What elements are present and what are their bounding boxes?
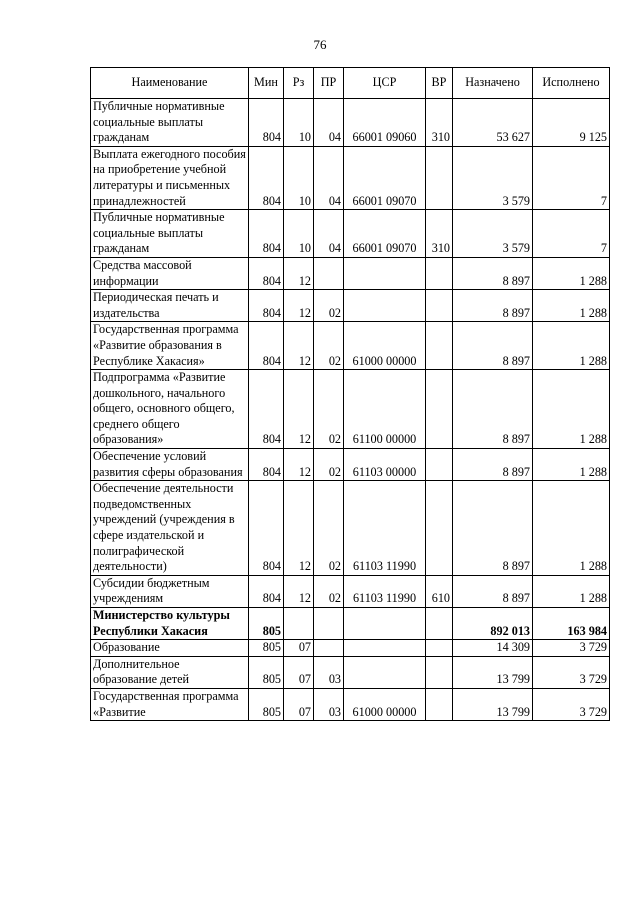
table-row — [91, 370, 610, 449]
cell-min: 805 — [249, 640, 284, 657]
cell-executed: 3 729 — [533, 688, 610, 720]
cell-rz: 10 — [284, 146, 314, 209]
cell-assigned: 8 897 — [453, 370, 533, 449]
cell-vr: 310 — [426, 210, 453, 258]
cell-name: Подпрограмма «Развитие дошкольного, начального общего, основного общего, среднего общего образования» — [91, 370, 249, 449]
cell-rz: 07 — [284, 640, 314, 657]
cell-name: Дополнительное образование детей — [91, 656, 249, 688]
cell-executed: 1 288 — [533, 322, 610, 370]
cell-executed: 7 — [533, 146, 610, 209]
cell-min: 805 — [249, 656, 284, 688]
cell-assigned: 8 897 — [453, 481, 533, 576]
cell-vr — [426, 656, 453, 688]
cell-vr — [426, 370, 453, 449]
cell-vr — [426, 290, 453, 322]
cell-csr: 61103 11990 — [344, 575, 426, 607]
cell-min: 804 — [249, 210, 284, 258]
cell-min: 804 — [249, 99, 284, 147]
cell-csr: 61000 00000 — [344, 688, 426, 720]
cell-assigned: 13 799 — [453, 688, 533, 720]
cell-min: 805 — [249, 688, 284, 720]
cell-csr: 61100 00000 — [344, 370, 426, 449]
cell-name: Обеспечение деятельности подведомственных учреждений (учреждения в сфере издательской и полиграфической деятельности) — [91, 481, 249, 576]
cell-pr: 02 — [314, 449, 344, 481]
cell-vr: 310 — [426, 99, 453, 147]
cell-vr — [426, 146, 453, 209]
cell-min: 804 — [249, 257, 284, 289]
cell-csr: 61000 00000 — [344, 322, 426, 370]
cell-min: 804 — [249, 290, 284, 322]
table-row — [91, 146, 610, 209]
header-name: Наименование — [91, 68, 249, 99]
cell-pr: 04 — [314, 146, 344, 209]
cell-executed: 1 288 — [533, 257, 610, 289]
table-row — [91, 640, 610, 657]
cell-min: 804 — [249, 146, 284, 209]
cell-vr — [426, 688, 453, 720]
cell-vr — [426, 608, 453, 640]
cell-assigned: 8 897 — [453, 449, 533, 481]
cell-rz: 12 — [284, 575, 314, 607]
cell-rz — [284, 608, 314, 640]
table-row — [91, 210, 610, 258]
cell-min: 805 — [249, 608, 284, 640]
cell-vr — [426, 481, 453, 576]
cell-pr: 02 — [314, 290, 344, 322]
cell-pr — [314, 640, 344, 657]
header-min: Мин — [249, 68, 284, 99]
cell-executed: 1 288 — [533, 575, 610, 607]
cell-pr — [314, 608, 344, 640]
cell-min: 804 — [249, 449, 284, 481]
cell-assigned: 14 309 — [453, 640, 533, 657]
cell-csr: 66001 09070 — [344, 210, 426, 258]
cell-name: Государственная программа «Развитие — [91, 688, 249, 720]
cell-pr: 04 — [314, 210, 344, 258]
table-row — [91, 99, 610, 147]
cell-assigned: 3 579 — [453, 210, 533, 258]
cell-min: 804 — [249, 370, 284, 449]
cell-executed: 3 729 — [533, 656, 610, 688]
cell-executed: 1 288 — [533, 290, 610, 322]
cell-vr — [426, 257, 453, 289]
cell-rz: 12 — [284, 449, 314, 481]
table-row — [91, 449, 610, 481]
cell-csr: 66001 09070 — [344, 146, 426, 209]
cell-executed: 1 288 — [533, 370, 610, 449]
page-number: 76 — [313, 37, 327, 52]
cell-csr — [344, 640, 426, 657]
cell-vr — [426, 640, 453, 657]
table-row — [91, 575, 610, 607]
cell-assigned: 13 799 — [453, 656, 533, 688]
cell-name: Субсидии бюджетным учреждениям — [91, 575, 249, 607]
cell-csr: 66001 09060 — [344, 99, 426, 147]
cell-pr: 02 — [314, 370, 344, 449]
header-pr: ПР — [314, 68, 344, 99]
cell-rz: 10 — [284, 210, 314, 258]
cell-min: 804 — [249, 481, 284, 576]
cell-executed: 9 125 — [533, 99, 610, 147]
cell-csr — [344, 608, 426, 640]
cell-rz: 12 — [284, 370, 314, 449]
header-csr: ЦСР — [344, 68, 426, 99]
table-row — [91, 608, 610, 640]
cell-pr: 04 — [314, 99, 344, 147]
cell-pr: 03 — [314, 656, 344, 688]
table-row — [91, 688, 610, 720]
cell-assigned: 8 897 — [453, 257, 533, 289]
table-row — [91, 481, 610, 576]
cell-csr — [344, 290, 426, 322]
cell-executed: 1 288 — [533, 481, 610, 576]
cell-name: Обеспечение условий развития сферы образования — [91, 449, 249, 481]
cell-rz: 12 — [284, 290, 314, 322]
header-vr: ВР — [426, 68, 453, 99]
cell-name: Периодическая печать и издательства — [91, 290, 249, 322]
header-rz: Рз — [284, 68, 314, 99]
table-row — [91, 290, 610, 322]
cell-executed: 3 729 — [533, 640, 610, 657]
cell-executed: 163 984 — [533, 608, 610, 640]
cell-csr: 61103 11990 — [344, 481, 426, 576]
cell-assigned: 3 579 — [453, 146, 533, 209]
table-row — [91, 322, 610, 370]
cell-vr: 610 — [426, 575, 453, 607]
cell-csr — [344, 257, 426, 289]
cell-csr: 61103 00000 — [344, 449, 426, 481]
cell-vr — [426, 449, 453, 481]
table-row — [91, 257, 610, 289]
cell-name: Публичные нормативные социальные выплаты гражданам — [91, 99, 249, 147]
cell-rz: 07 — [284, 688, 314, 720]
cell-assigned: 8 897 — [453, 290, 533, 322]
cell-name: Публичные нормативные социальные выплаты гражданам — [91, 210, 249, 258]
cell-assigned: 8 897 — [453, 322, 533, 370]
cell-min: 804 — [249, 575, 284, 607]
cell-rz: 10 — [284, 99, 314, 147]
cell-min: 804 — [249, 322, 284, 370]
cell-name: Министерство культуры Республики Хакасия — [91, 608, 249, 640]
cell-assigned: 892 013 — [453, 608, 533, 640]
header-assigned: Назначено — [453, 68, 533, 99]
table-row — [91, 656, 610, 688]
cell-name: Государственная программа «Развитие образования в Республике Хакасия» — [91, 322, 249, 370]
budget-table — [90, 67, 610, 721]
cell-rz: 12 — [284, 481, 314, 576]
cell-vr — [426, 322, 453, 370]
cell-name: Средства массовой информации — [91, 257, 249, 289]
cell-assigned: 8 897 — [453, 575, 533, 607]
cell-name: Выплата ежегодного пособия на приобретение учебной литературы и письменных принадлежностей — [91, 146, 249, 209]
cell-rz: 12 — [284, 257, 314, 289]
cell-executed: 7 — [533, 210, 610, 258]
cell-pr: 02 — [314, 481, 344, 576]
cell-csr — [344, 656, 426, 688]
cell-name: Образование — [91, 640, 249, 657]
cell-rz: 12 — [284, 322, 314, 370]
cell-pr: 02 — [314, 322, 344, 370]
header-executed: Исполнено — [533, 68, 610, 99]
cell-pr — [314, 257, 344, 289]
cell-pr: 03 — [314, 688, 344, 720]
table-header-row — [91, 68, 610, 99]
cell-assigned: 53 627 — [453, 99, 533, 147]
cell-rz: 07 — [284, 656, 314, 688]
cell-executed: 1 288 — [533, 449, 610, 481]
cell-pr: 02 — [314, 575, 344, 607]
